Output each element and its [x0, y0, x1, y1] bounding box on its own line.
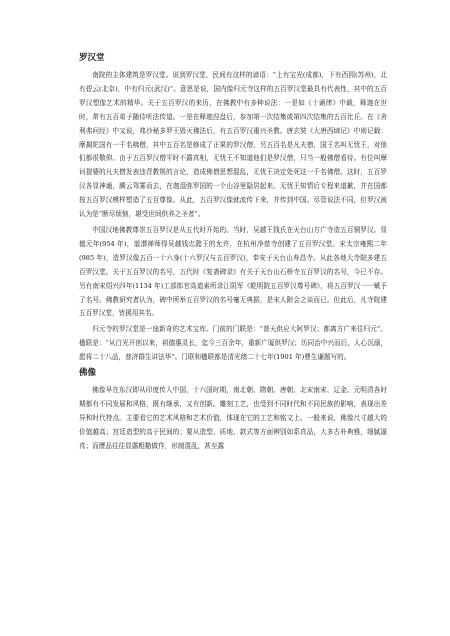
- paragraph-luohantang-couplets: 归元寺的罗汉堂是一座新奇的艺术宝库。门前的门联是：“普天供应大阿罗汉；都离方广来往归元”。楹联是：“从白光开创以来，祖德惠灵长，迄今三百余年，重新广厦供罗汉；历同治中兴而后，人心沉溺，愿将二十八品，普济群生讲法华”。门联和楹联都是清光绪二十七年(1901 年)曹生谦题写的。: [79, 325, 387, 362]
- paragraph-luohantang-intro: 南院的主体建筑是罗汉堂。说到罗汉堂，民间有这样的谚语：“上有宝光(成都)，下有西园(苏州)，北有碧云(北京)，中有归元(武汉)”。意思是说，国内像归元寺这样的五百罗汉堂最具有代表性，其中的五百罗汉塑像艺术的精华。关于五百罗汉的来历，在佛教中有多种说法：一是如《十诵律》中载，释迦在世时，常有五百弟子随侍听法传道。一是在释迦涅盘后，参加第一次结集或第四次结集的五百比丘。在《舍利弗问经》中又说，弗沙秘多罗王毁灭佛法后，有五百罗汉重兴圣教。唐玄奘《大唐西域记》中则记载：摩揭陀国有一千名佛僧，其中五百名是修成了正果的罗汉僧，另五百名是凡夫僧，国王名叫无忧王，对他们都很敬仰。由于五百罗汉僧平时不露真相，无忧王不知道他们是罗汉僧，只当一般佛僧看待。有位叫摩诃提婆的凡夫僧发表违背教规的言论，造成佛僧思想混乱，无忧王决定处死这一千名佛僧。这时，五百罗汉各显神通，腾云驾雾而去，在迦湿弥罗国的一个山谷里隐居起来。无忧王知情后专程来道歉，并在国都按五百罗汉模样塑造了五百尊像。从此，五百罗汉像就流传下来，并传到中国。尽管说法不同，但罗汉被认为是“断尽烦恼，堪受世间供养之圣者”。: [79, 71, 387, 219]
- paragraph-luohantang-history: 中国汉地佛教尊崇五百罗汉是从五代时开始的。当时，吴越王钱氏在天台山方广寺造五百铜罗汉。显德元年(954 年)，道潜禅师得吴越钱忠懿王的允许，在杭州净慈寺创建了五百罗汉堂。宋太宗雍熙二年(985 年)，造罗汉像五百一十六身(十六罗汉与五百罗汉)，奉安于天台山寿昌寺。从此各地大寺院多建五百罗汉堂。关于五百罗汉的名号，五代时《复斋碑录》有关于天台山石桥寺五百罗汉的名号，今已不存。另有南宋绍兴四年(1134 年)工部郎官高道素所录江阴军《乾明院五百罗汉尊号碑》，将五百罗汉一一赋予了名号。佛教研究者认为，碑中所举五百罗汉的名号毫无典据，是宋人附会之谈而已。但此后，凡寺院建五百罗汉堂，皆援用其名。: [79, 225, 387, 318]
- section-title-luohantang: 罗汉堂: [79, 53, 105, 63]
- paragraph-foxiang-intro: 佛像早在东汉即从印度传入中国，十六国时期，南北朝、隋朝、唐朝、北宋南宋、辽金、元明清各时期都有不同发展和风格，既有继承，又有创新。雕刻工艺，也受到不同时代和不同民族的影响，表现出差异和时代特点。主要看它的艺术风格和艺术价值，体现在它的工艺和铭文上。一般来说，佛像尺寸越大的价值越高；宫廷造型的高于民间的；要从造型、质地、款式等方面辨别如系真品，大多古朴典雅，细腻逼真；而赝品往往显露粗糙做作，形制混乱，甚至露: [79, 386, 387, 450]
- section-title-foxiang: 佛像: [79, 368, 97, 379]
